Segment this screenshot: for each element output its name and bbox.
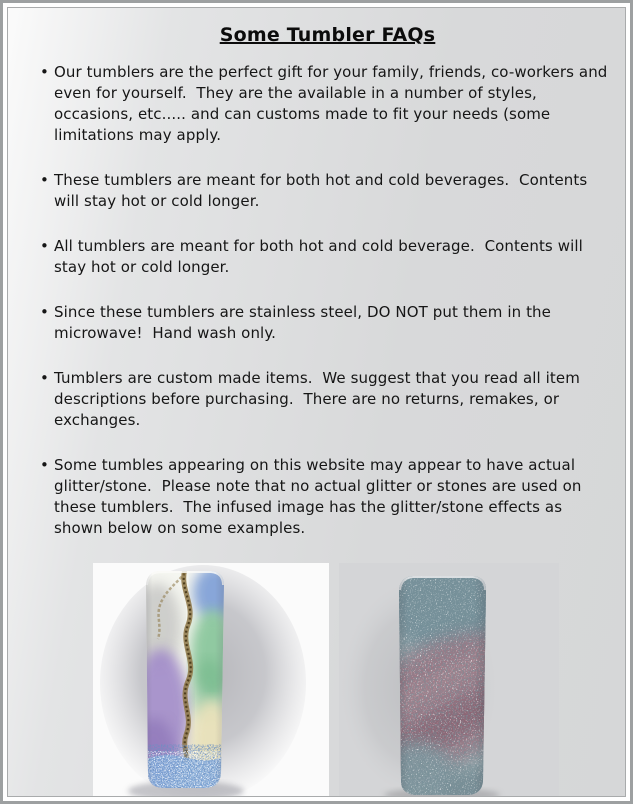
faq-item [38,368,617,431]
faq-item [38,62,617,146]
faq-text: All tumblers are meant for both hot and cold beverage. Contents will stay hot or cold longer. [54,237,588,276]
glitter-tumbler-image [339,563,559,797]
page-title: Some Tumbler FAQs [219,24,436,46]
bullet-icon: • [40,237,49,255]
bullet-icon: • [40,369,49,387]
faq-item [38,455,617,539]
geode-tumbler-image [93,563,329,797]
faq-text: Some tumbles appearing on this website may appear to have actual glitter/stone. Please note that no actual glitter or stones are used on these tumblers. The infused image has the glitter/stone effects as shown below on some examples. [54,456,587,537]
faq-text: Tumblers are custom made items. We suggest that you read all item descriptions before purchasing. There are no returns, remakes, or exchanges. [54,369,585,429]
faq-text: Our tumblers are the perfect gift for your family, friends, co-workers and even for yourself. They are the available in a number of styles, occasions, etc..... and can customs made to fit your needs (some limitations may apply. [54,63,613,144]
bullet-icon: • [40,303,49,321]
faq-text: These tumblers are meant for both hot and cold beverages. Contents will stay hot or cold longer. [54,171,593,210]
faq-text: Since these tumblers are stainless steel, DO NOT put them in the microwave! Hand wash only. [54,303,556,342]
faq-item [38,170,617,212]
faq-list [38,62,617,539]
faq-item [38,302,617,344]
faq-item [38,236,617,278]
faq-panel [7,7,626,797]
bullet-icon: • [40,63,49,81]
example-photos-row [93,563,617,797]
bullet-icon: • [40,456,49,474]
bullet-icon: • [40,171,49,189]
